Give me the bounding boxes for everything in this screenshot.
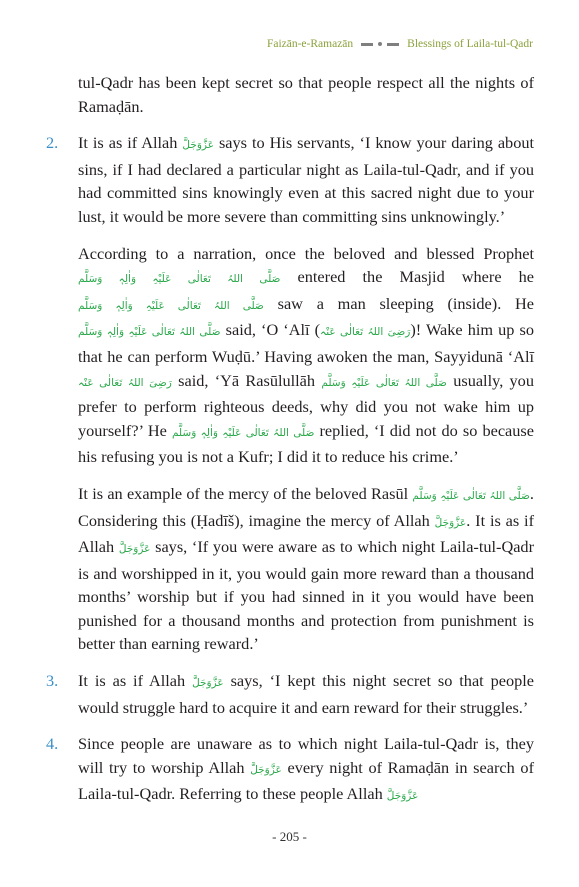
text: entered the Masjid where he (297, 267, 534, 287)
narration-paragraph (46, 242, 534, 469)
text: says, ‘I kept this night secret so that people would struggle hard to acquire it and earn reward for their struggles.’ (78, 671, 534, 717)
text: . Considering this (Ḥadīš), imagine the mercy of Allah (78, 483, 534, 530)
text: said, ‘Yā Rasūlullāh (178, 370, 316, 390)
item-number: 4. (46, 734, 59, 754)
allah-honorific: عَزَّوَجَلَّ (250, 763, 282, 776)
prophet-honorific: صَلَّی اللہُ تَعَالٰی عَلَیْہِ وَسَلَّم (412, 489, 530, 502)
book-title: Faizān-e-Ramazān (266, 38, 354, 50)
page-number: - 205 - (272, 829, 307, 844)
text: It is as if Allah (78, 671, 186, 691)
text: Since people are unaware as to which night Lailа-tul-Qadr is, they will try to worship Allah (78, 734, 534, 777)
allah-honorific: عَزَّوَجَلَّ (386, 790, 419, 803)
intro-text: tul-Qadr has been kept secret so that people respect all the nights of Ramaḍān. (78, 73, 534, 116)
text: says to His servants, ‘I know your daring about sins, if I had declared a particular night as Lailа-tul-Qadr, and if you had committed sins knowingly even at this sacred night due to your lust, it would be more severe than committing sins unknowingly.’ (78, 133, 535, 226)
list-item-3 (46, 669, 534, 719)
text: It is as if Allah (78, 133, 178, 153)
prophet-honorific: صَلَّی اللہُ تَعَالٰی عَلَیْہِ وَسَلَّم (321, 376, 447, 389)
prophet-honorific: صَلَّی اللہُ تَعَالٰی عَلَیْہِ وَاٰلِہٖ وَسَلَّم (78, 273, 281, 286)
list-item-2 (46, 131, 534, 228)
text: It is an example of the mercy of the beloved Rasūl (78, 483, 409, 503)
text: replied, ‘I did not do so because his refusing you is not a Kufr; I did it to reduce his crime.’ (78, 420, 534, 467)
running-header (267, 38, 533, 50)
item-number: 3. (46, 671, 59, 691)
text: usually, you prefer to perform righteous deeds, why did you not wake him up yourself?’ He (78, 370, 534, 440)
text: )! Wake him up so that he can perform Wuḍū.’ Having awoken the man, Sayyidunā ‘Alī (78, 320, 534, 366)
page-body (46, 71, 534, 809)
allah-honorific: عَزَّوَجَلَّ (182, 139, 214, 152)
prophet-honorific: صَلَّی اللہُ تَعَالٰی عَلَیْہِ وَاٰلِہٖ وَسَلَّم (78, 326, 221, 339)
allah-honorific: عَزَّوَجَلَّ (192, 677, 224, 690)
allah-honorific: عَزَّوَجَلَّ (118, 543, 151, 556)
text: According to a narration, once the beloved and blessed Prophet (78, 243, 534, 263)
text: says, ‘If you were aware as to which night Lailа-tul-Qadr is and worshipped in it, you would gain more reward than a thousand months’ worship but if you had sinned in it you would have been punished for a thousand months and protection from punishment is better than earning reward.’ (78, 537, 534, 654)
intro-paragraph (46, 71, 534, 118)
ali-honorific: رَضِیَ اللہُ تَعَالٰی عَنْہ (78, 376, 172, 389)
chapter-title: Blessings of Lailа-tul-Qadr (407, 38, 533, 50)
list-item-4 (46, 732, 534, 809)
text: said, ‘O ‘Alī ( (225, 320, 321, 340)
text: . It is as if Allah (78, 510, 535, 557)
text: every night of Ramaḍān in search of Lailа-tul-Qadr. Referring to these people Allah (78, 757, 534, 804)
mercy-paragraph (46, 482, 534, 656)
allah-honorific: عَزَّوَجَلَّ (434, 516, 467, 529)
ali-honorific: رَضِیَ اللہُ تَعَالٰی عَنْہ (320, 326, 411, 339)
prophet-honorific: صَلَّی اللہُ تَعَالٰی عَلَیْہِ وَاٰلِہٖ وَسَلَّم (78, 299, 264, 312)
text: saw a man sleeping (inside). He (277, 293, 535, 313)
prophet-honorific: صَلَّی اللہُ تَعَالٰی عَلَیْہِ وَاٰلِہٖ وَسَلَّم (171, 426, 315, 439)
item-number: 2. (46, 133, 59, 153)
header-separator (361, 42, 399, 46)
